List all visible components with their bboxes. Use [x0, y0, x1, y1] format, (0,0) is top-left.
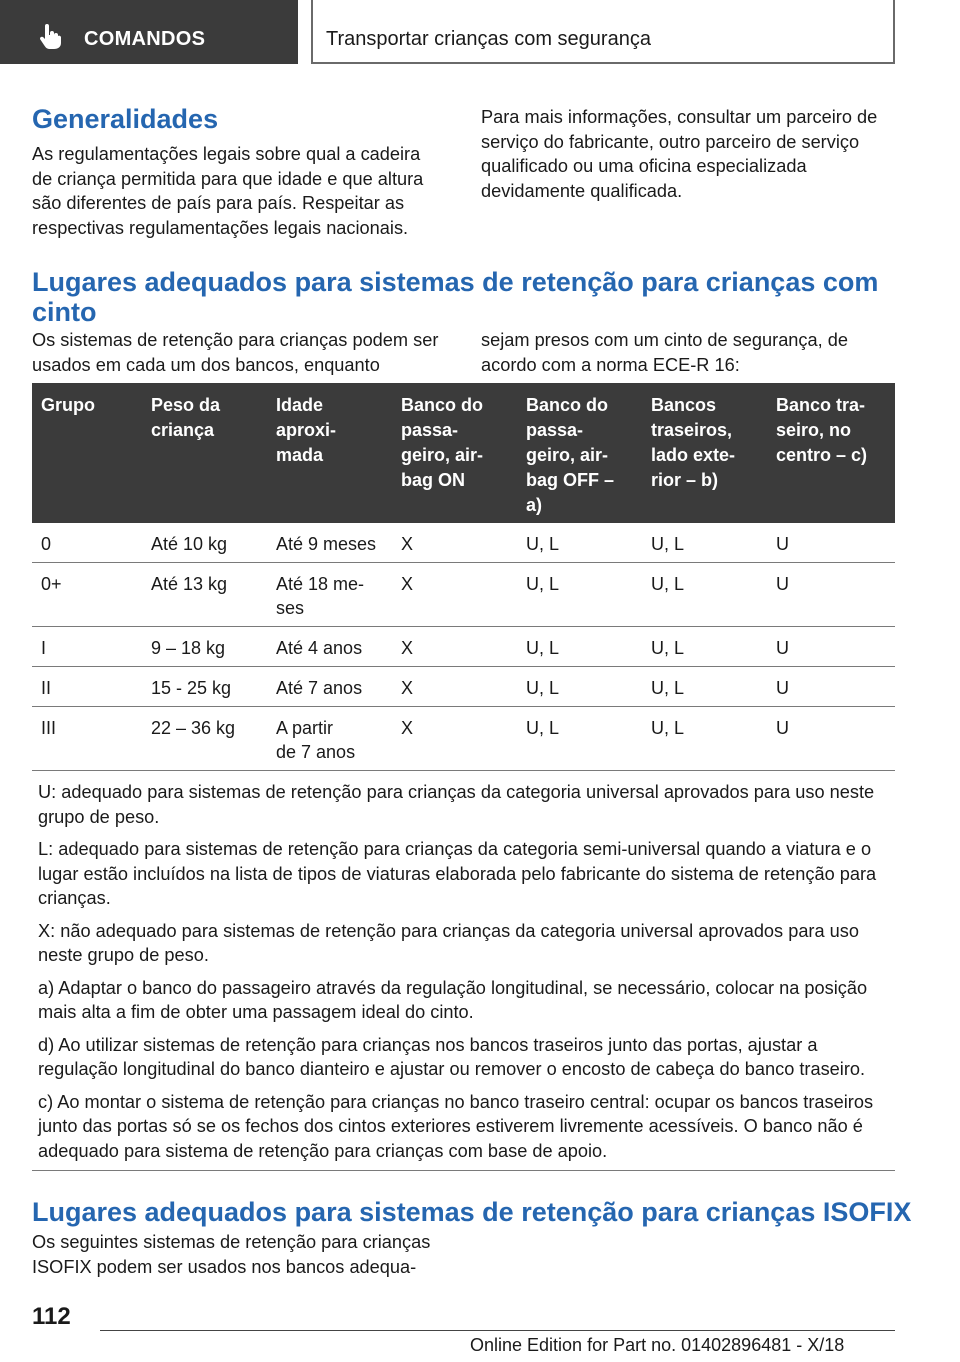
table-cell-line: II: [41, 678, 52, 698]
table-note: X: não adequado para sistemas de retenção para crianças da categoria universal aprovados para uso neste grupo de peso.: [38, 920, 859, 965]
table-header-line: Banco do: [401, 395, 484, 415]
page-number: 112: [32, 1303, 71, 1330]
table-header-line: centro – c): [776, 445, 868, 465]
footer-edition: Online Edition for Part no. 01402896481 - X/18: [470, 1335, 845, 1355]
table-cell-line: X: [401, 638, 414, 658]
table-header-line: seiro, no: [776, 420, 852, 440]
table-cell-line: 15 - 25 kg: [151, 678, 232, 698]
table-cell-line: X: [401, 718, 414, 738]
chapter-title: Transportar crianças com segurança: [326, 28, 651, 50]
table-cell-line: U, L: [651, 574, 685, 594]
table-header-line: a): [526, 495, 543, 515]
table-cell: [526, 572, 559, 596]
table-row: [32, 627, 895, 667]
table-cell-line: U: [776, 574, 789, 594]
table-row: [32, 667, 895, 707]
table-header-cell: [526, 393, 614, 518]
table-cell-line: I: [41, 638, 47, 658]
heading-cinto: [32, 267, 912, 327]
table-cell-line: A partir: [276, 718, 334, 738]
table-header-cell: [776, 393, 867, 468]
table-header: [32, 383, 895, 523]
table-cell: [401, 716, 413, 740]
table-cell: [776, 716, 789, 740]
table-cell-line: U, L: [526, 718, 560, 738]
hand-touch-icon: [36, 22, 64, 50]
table-cell: [401, 676, 413, 700]
child-seat-table: [32, 383, 895, 771]
section-tab-label: COMANDOS: [84, 28, 206, 50]
table-note: L: adequado para sistemas de retenção para crianças da categoria semi-universal quando a viatura e o lugar estão incluídos na lista de tipos de viaturas elaborada pelo fabricante do sistema de retenção para crianças.: [38, 839, 877, 908]
table-cell: [776, 532, 789, 556]
table-cell: [526, 676, 559, 700]
table-cell-line: U, L: [651, 678, 685, 698]
table-cell-line: Até 7 anos: [276, 678, 363, 698]
table-cell: [151, 676, 231, 700]
table-header-line: Grupo: [41, 395, 95, 415]
table-cell: [651, 532, 684, 556]
table-cell: [401, 532, 413, 556]
table-cell-line: Até 4 anos: [276, 638, 363, 658]
table-note: U: adequado para sistemas de retenção para crianças da categoria universal aprovados para uso neste grupo de peso.: [38, 782, 875, 827]
table-header-line: Banco do: [526, 395, 609, 415]
heading-isofix: Lugares adequados para sistemas de retenção para crianças ISOFIX: [32, 1197, 912, 1227]
notes-divider: [32, 1170, 895, 1171]
table-header-line: rior – b): [651, 470, 719, 490]
table-cell-line: ses: [276, 598, 305, 618]
table-cell-line: Até 10 kg: [151, 534, 228, 554]
table-cell: [276, 676, 362, 700]
table-header-line: geiro, air-: [401, 445, 484, 465]
table-header-line: passa-: [526, 420, 584, 440]
table-cell-line: U, L: [526, 574, 560, 594]
table-cell: [776, 676, 789, 700]
table-header-line: mada: [276, 445, 324, 465]
table-cell: [526, 636, 559, 660]
table-cell: [401, 636, 413, 660]
table-cell-line: U: [776, 678, 789, 698]
footer-rule: [100, 1330, 895, 1331]
table-cell-line: 0: [41, 534, 52, 554]
table-cell-line: X: [401, 534, 414, 554]
section-tab[interactable]: [0, 0, 298, 64]
table-cell-line: U, L: [526, 534, 560, 554]
table-row: [32, 707, 895, 771]
table-row: [32, 523, 895, 563]
table-cell: [41, 532, 51, 556]
cinto-text-right: sejam presos com um cinto de segurança, de acordo com a norma ECE-R 16:: [481, 330, 848, 375]
table-cell-line: U, L: [651, 638, 685, 658]
table-cell: [526, 532, 559, 556]
table-cell-line: Até 13 kg: [151, 574, 228, 594]
heading-cinto-line1: Lugares adequados para sistemas de retenção para crianças com: [32, 267, 879, 297]
table-cell: [41, 636, 46, 660]
table-cell-line: de 7 anos: [276, 742, 356, 762]
table-cell-line: 22 – 36 kg: [151, 718, 236, 738]
heading-cinto-line2: cinto: [32, 297, 97, 327]
table-cell: [151, 636, 225, 660]
table-cell-line: X: [401, 678, 414, 698]
table-note: d) Ao utilizar sistemas de retenção para crianças nos bancos traseiros junto das portas, ajustar a regulação longitudinal do banco dianteiro e ajustar ou remover o encosto de cabeça do banco traseiro.: [38, 1034, 866, 1079]
table-cell: [651, 572, 684, 596]
table-header-line: Idade: [276, 395, 324, 415]
table-cell: [526, 716, 559, 740]
table-header-cell: [41, 393, 95, 418]
table-note: a) Adaptar o banco do passageiro através da regulação longitudinal, se necessário, colocar na posição mais alta a fim de obter uma passagem ideal do cinto.: [38, 977, 868, 1022]
table-cell-line: U, L: [526, 678, 560, 698]
table-header-line: passa-: [401, 420, 459, 440]
table-cell: [151, 572, 227, 596]
table-header-line: lado exte-: [651, 445, 736, 465]
table-cell: [651, 676, 684, 700]
table-cell-line: U: [776, 638, 789, 658]
table-header-line: bag OFF –: [526, 470, 615, 490]
table-cell: [151, 532, 227, 556]
table-cell: [776, 572, 789, 596]
table-header-line: traseiros,: [651, 420, 733, 440]
table-header-line: Banco tra-: [776, 395, 866, 415]
table-cell: [651, 716, 684, 740]
table-cell: [401, 572, 413, 596]
table-cell: [276, 572, 364, 620]
table-cell-line: U: [776, 534, 789, 554]
table-header-cell: [401, 393, 483, 493]
table-cell-line: 9 – 18 kg: [151, 638, 226, 658]
table-header-cell: [151, 393, 220, 443]
table-cell-line: U, L: [651, 718, 685, 738]
table-cell: [651, 636, 684, 660]
isofix-text: Os seguintes sistemas de retenção para crianças ISOFIX podem ser usados nos bancos adequa-: [32, 1232, 431, 1277]
table-cell: [276, 636, 362, 660]
table-cell-line: U, L: [651, 534, 685, 554]
table-cell: [41, 572, 62, 596]
table-cell: [276, 716, 355, 764]
table-header-line: bag ON: [401, 470, 466, 490]
table-header-line: Peso da: [151, 395, 221, 415]
table-header-cell: [651, 393, 735, 493]
table-cell-line: Até 9 meses: [276, 534, 377, 554]
heading-generalidades: Generalidades: [32, 104, 219, 134]
table-body: [32, 523, 895, 771]
table-cell: [151, 716, 235, 740]
table-cell-line: Até 18 me-: [276, 574, 365, 594]
table-cell-line: III: [41, 718, 57, 738]
table-cell-line: X: [401, 574, 414, 594]
table-row: [32, 563, 895, 627]
table-cell-line: U, L: [526, 638, 560, 658]
table-cell: [276, 532, 376, 556]
generalidades-text-left: As regulamentações legais sobre qual a cadeira de criança permitida para que idade e que altura são diferentes de país para país. Respeitar as respectivas regulamentações legais nacionais.: [32, 144, 424, 238]
table-cell-line: U: [776, 718, 789, 738]
table-header-line: aproxi-: [276, 420, 337, 440]
table-header-line: geiro, air-: [526, 445, 609, 465]
table-notes: [32, 780, 895, 1171]
table-header-line: criança: [151, 420, 215, 440]
cinto-text-left: Os sistemas de retenção para crianças podem ser usados em cada um dos bancos, enquanto: [32, 330, 439, 375]
table-cell: [41, 716, 56, 740]
table-cell-line: 0+: [41, 574, 62, 594]
table-header-cell: [276, 393, 336, 468]
table-cell: [776, 636, 789, 660]
table-cell: [41, 676, 51, 700]
table-header-line: Bancos: [651, 395, 717, 415]
table-note: c) Ao montar o sistema de retenção para crianças no banco traseiro central: ocupar os bancos traseiros junto das portas só se os fechos dos cintos exteriores estiverem livremente acessíveis. O banco não é adequado para sistema de retenção para crianças com base de apoio.: [38, 1091, 874, 1161]
generalidades-text-right: Para mais informações, consultar um parceiro de serviço do fabricante, outro parceiro de serviço qualificado ou uma oficina especializada devidamente qualificada.: [481, 107, 878, 201]
